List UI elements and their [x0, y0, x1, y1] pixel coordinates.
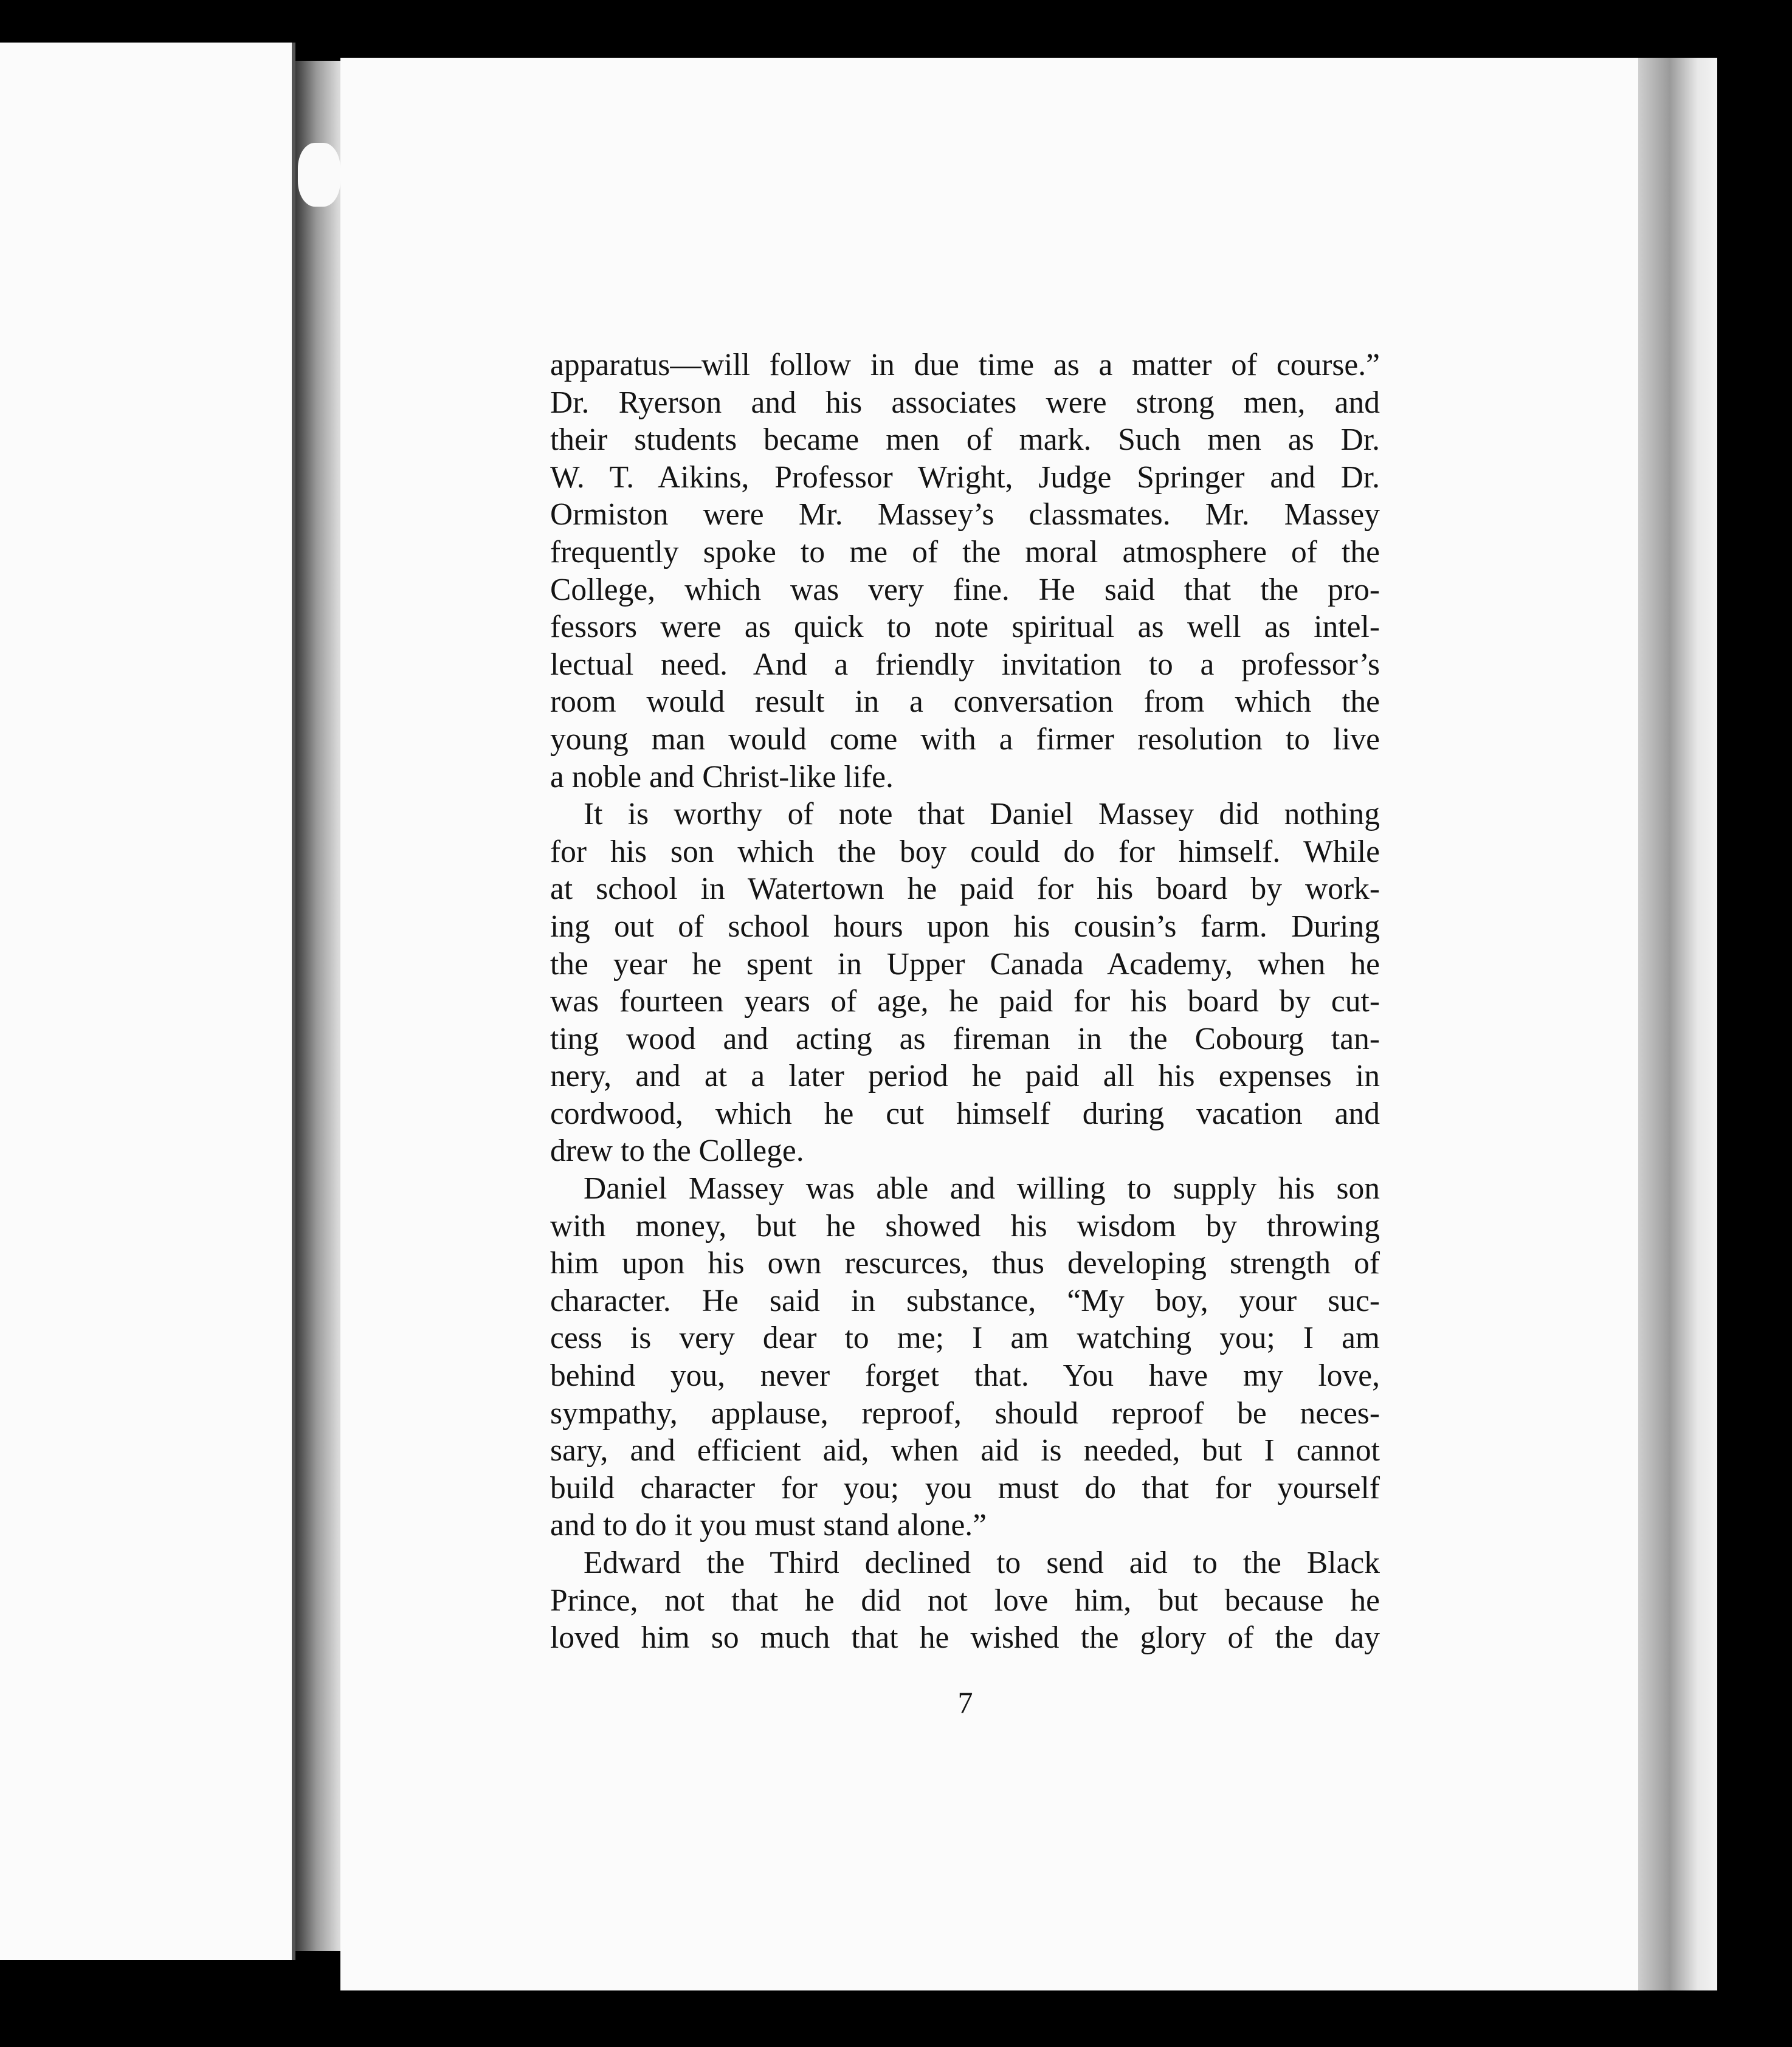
text-line: Prince, not that he did not love him, but because he: [550, 1583, 1380, 1618]
text-line: sympathy, applause, reproof, should reproof be neces-: [550, 1395, 1380, 1431]
body-text: [550, 346, 1380, 1657]
text-line: Dr. Ryerson and his associates were strong men, and: [550, 385, 1380, 420]
text-line: character. He said in substance, “My boy, your suc-: [550, 1283, 1380, 1318]
text-line: at school in Watertown he paid for his board by work-: [550, 872, 1380, 907]
text-line: was fourteen years of age, he paid for his board by cut-: [550, 984, 1380, 1019]
text-line: young man would come with a firmer resolution to live: [550, 721, 1380, 757]
text-line: frequently spoke to me of the moral atmosphere of the: [550, 534, 1380, 569]
text-line: It is worthy of note that Daniel Massey did nothing: [584, 797, 1380, 832]
text-line: fessors were as quick to note spiritual as well as intel-: [550, 610, 1380, 645]
text-line: build character for you; you must do that for yourself: [550, 1470, 1380, 1505]
text-line: College, which was very fine. He said that the pro-: [550, 572, 1380, 607]
text-line: room would result in a conversation from which the: [550, 684, 1380, 720]
text-line: drew to the College.: [550, 1134, 804, 1169]
text-line: cess is very dear to me; I am watching you; I am: [550, 1321, 1380, 1356]
text-line: W. T. Aikins, Professor Wright, Judge Springer and Dr.: [550, 459, 1380, 495]
text-line: the year he spent in Upper Canada Academy, when he: [550, 946, 1380, 982]
text-line: sary, and efficient aid, when aid is needed, but I cannot: [550, 1433, 1380, 1468]
text-line: behind you, never forget that. You have my love,: [550, 1358, 1380, 1394]
text-line: him upon his own rescurces, thus developing strength of: [550, 1246, 1380, 1281]
text-line: nery, and at a later period he paid all his expenses in: [550, 1059, 1380, 1094]
text-line: and to do it you must stand alone.”: [550, 1508, 987, 1543]
facing-page-edge: [0, 43, 295, 1960]
page-number: 7: [957, 1685, 973, 1719]
text-line: Ormiston were Mr. Massey’s classmates. Mr. Massey: [550, 497, 1380, 532]
text-line: lectual need. And a friendly invitation to a professor’s: [550, 647, 1380, 682]
text-line: with money, but he showed his wisdom by throwing: [550, 1208, 1380, 1244]
text-line: ing out of school hours upon his cousin’s farm. During: [550, 909, 1380, 944]
text-line: loved him so much that he wished the glory of the day: [550, 1620, 1380, 1656]
text-line: ting wood and acting as fireman in the Cobourg tan-: [550, 1021, 1380, 1056]
page-edge-shadow: [1638, 58, 1717, 1990]
text-line: Edward the Third declined to send aid to the Black: [584, 1546, 1380, 1580]
text-line: cordwood, which he cut himself during vacation and: [550, 1096, 1380, 1131]
text-line: their students became men of mark. Such men as Dr.: [550, 422, 1380, 458]
text-line: a noble and Christ-like life.: [550, 759, 894, 794]
gutter-speck: [298, 143, 340, 207]
text-line: apparatus—will follow in due time as a matter of course.”: [550, 348, 1380, 382]
text-line: Daniel Massey was able and willing to supply his son: [584, 1171, 1380, 1206]
text-line: for his son which the boy could do for himself. While: [550, 834, 1380, 869]
